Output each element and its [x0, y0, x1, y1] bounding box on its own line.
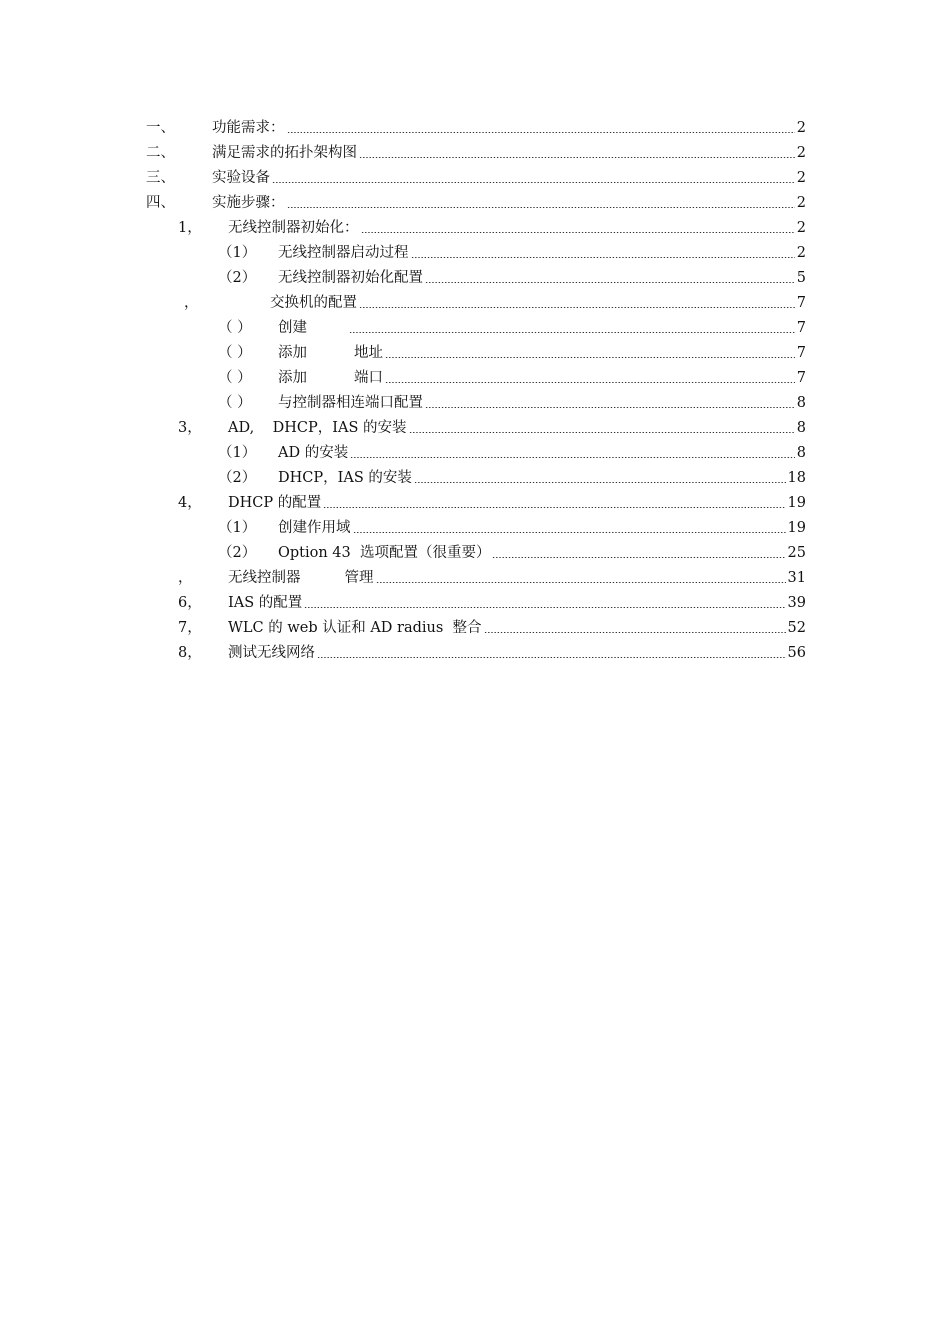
toc-entry-page: 31 — [787, 570, 806, 586]
toc-entry[interactable] — [184, 291, 806, 315]
toc-entry-title: 添加 — [278, 345, 307, 361]
toc-entry-number: 三、 — [146, 170, 175, 186]
toc-entry-number: （ ） — [218, 320, 252, 336]
toc-entry-page: 2 — [796, 170, 806, 186]
toc-entry-title: 测试无线网络 — [228, 645, 315, 661]
toc-entry-number: （ ） — [218, 345, 252, 361]
toc-entry-number: （2） — [218, 545, 257, 561]
toc-entry-number: （2） — [218, 470, 257, 486]
toc-entry-title: 无线控制器启动过程 — [278, 245, 409, 261]
toc-entry-number: 4， — [178, 495, 202, 511]
toc-entry-number: （1） — [218, 520, 257, 536]
dot-leader — [385, 357, 795, 358]
toc-entry-number: 二、 — [146, 145, 175, 161]
dot-leader — [353, 532, 786, 533]
dot-leader — [359, 157, 795, 158]
toc-entry[interactable] — [178, 591, 806, 615]
toc-entry[interactable] — [218, 341, 806, 365]
toc-entry-page: 25 — [787, 545, 806, 561]
dot-leader — [287, 132, 795, 133]
toc-entry-page: 18 — [787, 470, 806, 486]
dot-leader — [359, 307, 795, 308]
toc-entry-page: 56 — [787, 645, 806, 661]
toc-entry-number: ， — [184, 295, 199, 311]
toc-entry-page: 2 — [796, 245, 806, 261]
toc-entry-title: 无线控制器 — [228, 570, 301, 586]
toc-entry-page: 8 — [796, 445, 806, 461]
toc-entry-page: 52 — [787, 620, 806, 636]
dot-leader — [349, 332, 795, 333]
toc-entry-title: 无线控制器初始化配置 — [278, 270, 423, 286]
toc-entry-page: 2 — [796, 120, 806, 136]
dot-leader — [492, 557, 785, 558]
toc-entry[interactable] — [146, 116, 806, 140]
toc-entry-page: 8 — [796, 420, 806, 436]
toc-entry-title: 实施步骤： — [212, 195, 285, 211]
toc-entry-page: 7 — [796, 295, 806, 311]
toc-entry[interactable] — [178, 616, 806, 640]
toc-entry-number: 1， — [178, 220, 202, 236]
toc-entry[interactable] — [178, 216, 806, 240]
toc-entry-title: 添加 — [278, 370, 307, 386]
toc-entry-page: 39 — [787, 595, 806, 611]
toc-entry-number: 一、 — [146, 120, 175, 136]
toc-entry-title: 与控制器相连端口配置 — [278, 395, 423, 411]
toc-entry-page: 8 — [796, 395, 806, 411]
toc-entry[interactable] — [218, 366, 806, 390]
dot-leader — [409, 432, 795, 433]
toc-entry-page: 7 — [796, 345, 806, 361]
toc-entry-title: WLC 的 web 认证和 AD radius 整合 — [228, 620, 482, 636]
toc-entry[interactable] — [178, 641, 806, 665]
dot-leader — [484, 632, 786, 633]
toc-entry-title: IAS 的配置 — [228, 595, 303, 611]
dot-leader — [414, 482, 786, 483]
toc-entry[interactable] — [218, 516, 806, 540]
toc-entry-title: DHCP，IAS 的安装 — [278, 470, 412, 486]
toc-entry[interactable] — [146, 166, 806, 190]
toc-entry-page: 7 — [796, 370, 806, 386]
toc-entry[interactable] — [178, 416, 806, 440]
toc-entry-number: （2） — [218, 270, 257, 286]
toc-entry-title-continued: 端口 — [354, 370, 383, 386]
toc-entry-number: 8， — [178, 645, 202, 661]
toc-entry-number: （ ） — [218, 370, 252, 386]
toc-entry[interactable] — [218, 316, 806, 340]
dot-leader — [323, 507, 785, 508]
toc-entry-page: 7 — [796, 320, 806, 336]
toc-entry-title: 创建作用域 — [278, 520, 351, 536]
toc-entry[interactable] — [178, 566, 806, 590]
toc-entry-title-continued: 管理 — [344, 570, 374, 586]
toc-entry-page: 19 — [787, 520, 806, 536]
toc-entry-page: 5 — [796, 270, 806, 286]
toc-entry-title: AD, DHCP，IAS 的安装 — [228, 420, 407, 436]
dot-leader — [361, 232, 795, 233]
dot-leader — [425, 407, 795, 408]
toc-entry-page: 2 — [796, 195, 806, 211]
dot-leader — [425, 282, 795, 283]
toc-entry-number: 四、 — [146, 195, 175, 211]
toc-entry-number: 3， — [178, 420, 202, 436]
toc-entry[interactable] — [218, 391, 806, 415]
dot-leader — [287, 207, 795, 208]
toc-entry[interactable] — [178, 491, 806, 515]
dot-leader — [376, 582, 786, 583]
dot-leader — [272, 182, 795, 183]
toc-entry[interactable] — [218, 241, 806, 265]
dot-leader — [385, 382, 795, 383]
toc-entry-number: （1） — [218, 245, 257, 261]
dot-leader — [411, 257, 795, 258]
toc-entry[interactable] — [218, 441, 806, 465]
toc-entry-number: （ ） — [218, 395, 252, 411]
toc-entry-title: DHCP 的配置 — [228, 495, 322, 511]
dot-leader — [317, 657, 786, 658]
toc-entry-number: （1） — [218, 445, 257, 461]
toc-entry[interactable] — [146, 141, 806, 165]
toc-entry-page: 19 — [787, 495, 806, 511]
dot-leader — [350, 457, 795, 458]
toc-entry-number: ， — [178, 570, 193, 586]
toc-entry-page: 2 — [796, 220, 806, 236]
toc-entry-title: 满足需求的拓扑架构图 — [212, 145, 357, 161]
toc-entry-title: Option 43 选项配置（很重要） — [278, 545, 491, 561]
toc-entry[interactable] — [146, 191, 806, 215]
dot-leader — [304, 607, 785, 608]
toc-entry[interactable] — [218, 541, 806, 565]
toc-entry-title: 交换机的配置 — [270, 295, 357, 311]
toc-entry-title: 无线控制器初始化： — [228, 220, 359, 236]
toc-entry-title: AD 的安装 — [278, 445, 349, 461]
toc-entry[interactable] — [218, 466, 806, 490]
toc-entry-title: 创建 — [278, 320, 307, 336]
toc-entry-title-continued: 地址 — [354, 345, 383, 361]
toc-entry[interactable] — [218, 266, 806, 290]
toc-entry-number: 6， — [178, 595, 202, 611]
toc-entry-number: 7， — [178, 620, 202, 636]
toc-entry-title: 实验设备 — [212, 170, 270, 186]
toc-entry-title: 功能需求： — [212, 120, 285, 136]
toc-entry-page: 2 — [796, 145, 806, 161]
